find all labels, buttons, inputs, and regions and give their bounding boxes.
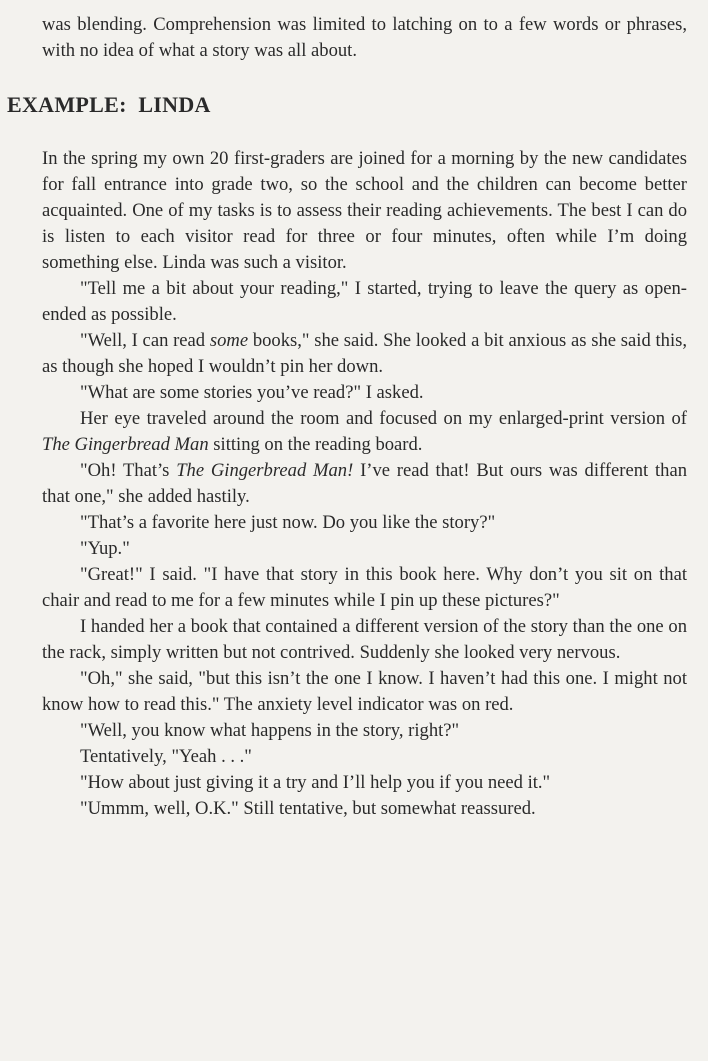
paragraph: Tentatively, "Yeah . . ." [80, 746, 252, 767]
text-run: "Well, I can read [80, 330, 210, 351]
text-run: "Oh! That’s [80, 460, 177, 481]
paragraph: "Oh," she said, "but this isn’t the one I know. I haven’t had this one. I might not know how to read this." The anxiety level indicator was on red. [42, 668, 687, 715]
book-title: The Gingerbread Man [42, 434, 209, 455]
paragraph: "Well, you know what happens in the story, right?" [80, 720, 460, 741]
paragraph [42, 458, 687, 510]
text-run: books," she said. She looked a bit anxious as she said this, as though she hoped I wouldn’t pin her down. [42, 330, 688, 377]
paragraph [42, 406, 687, 458]
paragraph: "How about just giving it a try and I’ll help you if you need it." [80, 772, 551, 793]
section-heading: EXAMPLE: LINDA [7, 92, 211, 117]
emphasis: some [209, 330, 249, 351]
text-run: I’ve read that! But ours was different than that one," she added hastily. [42, 460, 687, 507]
paragraph: "Ummm, well, O.K." Still tentative, but somewhat reassured. [80, 798, 536, 819]
paragraph: In the spring my own 20 first-graders are joined for a morning by the new candidates for fall entrance into grade two, so the school and the children can become better acquainted. One of my tasks is to assess their reading achievements. The best I can do is listen to each visitor read for three or four minutes, often while I’m doing something else. Linda was such a visitor. [42, 148, 687, 273]
paragraph: "Tell me a bit about your reading," I started, trying to leave the query as open-ended as possible. [42, 278, 687, 325]
top-paragraph-block [42, 12, 687, 64]
text-run: sitting on the reading board. [208, 434, 423, 455]
paragraph: "Great!" I said. "I have that story in this book here. Why don’t you sit on that chair and read to me for a few minutes while I pin up these pictures?" [42, 564, 687, 611]
top-paragraph: was blending. Comprehension was limited to latching on to a few words or phrases, with no idea of what a story was all about. [42, 14, 687, 61]
paragraph: "What are some stories you’ve read?" I asked. [80, 382, 424, 403]
text-run: Her eye traveled around the room and focused on my enlarged-print version of [80, 408, 687, 429]
paragraph: "That’s a favorite here just now. Do you like the story?" [80, 512, 496, 533]
book-title: The Gingerbread Man! [176, 460, 354, 481]
main-text [42, 146, 687, 822]
paragraph: I handed her a book that contained a different version of the story than the one on the rack, simply written but not contrived. Suddenly she looked very nervous. [42, 616, 687, 663]
paragraph [42, 328, 687, 380]
paragraph: "Yup." [80, 538, 130, 559]
